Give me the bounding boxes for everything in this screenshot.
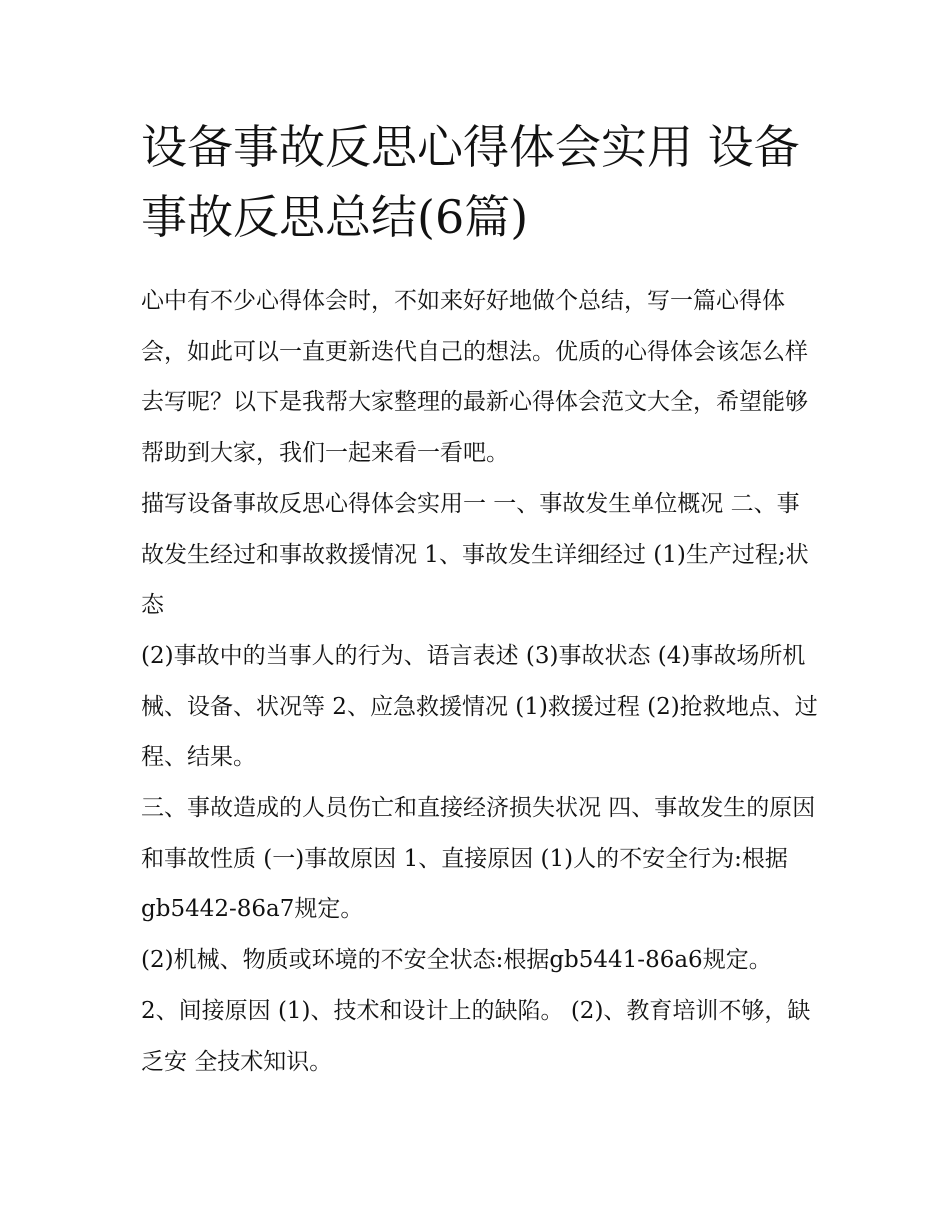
paragraph-section-5: 2、间接原因 (1)、技术和设计上的缺陷。 (2)、教育培训不够，缺乏安 全技术知识。	[141, 997, 811, 1075]
document-title: 设备事故反思心得体会实用 设备事故反思总结(6篇)	[141, 120, 800, 244]
document-body	[141, 276, 821, 1087]
paragraph-section-1: 描写设备事故反思心得体会实用一 一、事故发生单位概况 二、事故发生经过和事故救援情况 1、事故发生详细经过 (1)生产过程;状态	[141, 490, 809, 619]
paragraph-intro: 心中有不少心得体会时，不如来好好地做个总结，写一篇心得体会，如此可以一直更新迭代自己的想法。优质的心得体会该怎么样去写呢？以下是我帮大家整理的最新心得体会范文大全，希望能够帮助到大家，我们一起来看一看吧。	[141, 288, 808, 467]
paragraph-section-3: 三、事故造成的人员伤亡和直接经济损失状况 四、事故发生的原因和事故性质 (一)事故原因 1、直接原因 (1)人的不安全行为:根据gb5442-86a7规定。	[141, 795, 816, 923]
paragraph-section-4: (2)机械、物质或环境的不安全状态:根据gb5441-86a6规定。	[141, 947, 772, 974]
paragraph-section-2: (2)事故中的当事人的行为、语言表述 (3)事故状态 (4)事故场所机械、设备、状况等 2、应急救援情况 (1)救援过程 (2)抢救地点、过程、结果。	[141, 642, 818, 771]
